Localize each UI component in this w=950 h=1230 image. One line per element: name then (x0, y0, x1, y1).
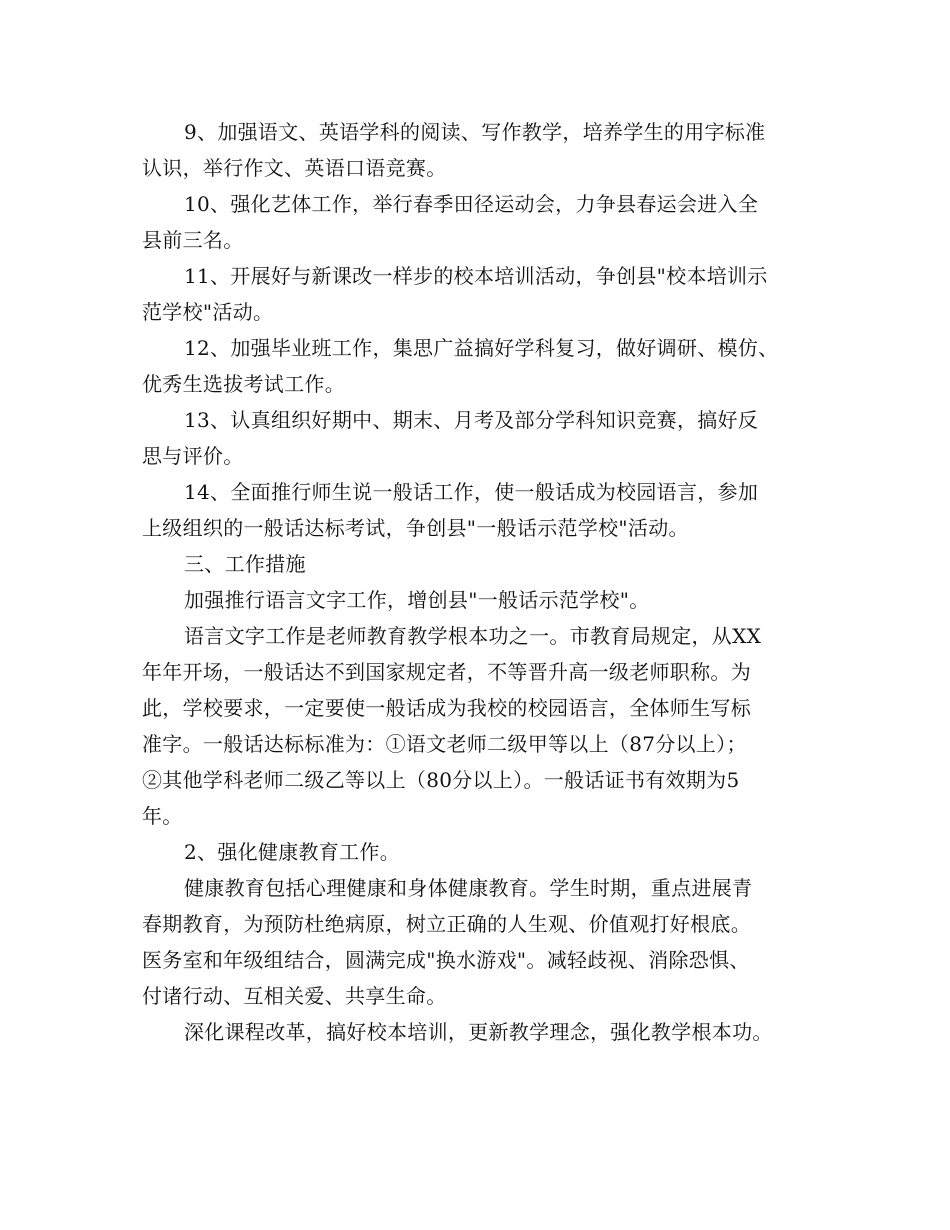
text-line: 加强推行语言文字工作，增创县"一般话示范学校"。 (184, 588, 650, 612)
text-line: 医务室和年级组结合，圆满完成"换水游戏"。减轻歧视、消除恐惧、 (142, 948, 750, 972)
section-heading: 三、工作措施 (184, 552, 306, 576)
text-line: 付诸行动、互相关爱、共享生命。 (142, 984, 447, 1008)
text-line: 深化课程改革，搞好校本培训，更新教学理念，强化教学根本功。 (184, 1020, 773, 1044)
text-line: 准字。一般话达标标准为：①语文老师二级甲等以上（87分以上）； (142, 732, 747, 756)
text-line: 春期教育，为预防杜绝病原，树立正确的人生观、价值观打好根底。 (142, 912, 751, 936)
text-line: 年年开场，一般话达不到国家规定者，不等晋升高一级老师职称。为 (142, 660, 751, 684)
text-line: 思与评价。 (142, 444, 244, 468)
text-line: ②其他学科老师二级乙等以上（80分以上）。一般话证书有效期为5 (142, 768, 740, 792)
text-line: 上级组织的一般话达标考试，争创县"一般话示范学校"活动。 (142, 516, 689, 540)
text-line: 县前三名。 (142, 228, 244, 252)
text-line: 9、加强语文、英语学科的阅读、写作教学，培养学生的用字标准 (184, 120, 766, 144)
text-line: 11、开展好与新课改一样步的校本培训活动，争创县"校本培训示 (184, 264, 768, 288)
text-line: 此，学校要求，一定要使一般话成为我校的校园语言，全体师生写标 (142, 696, 751, 720)
text-line: 10、强化艺体工作，举行春季田径运动会，力争县春运会进入全 (184, 192, 759, 216)
text-line: 12、加强毕业班工作，集思广益搞好学科复习，做好调研、模仿、 (184, 336, 779, 360)
text-line: 2、强化健康教育工作。 (184, 840, 401, 864)
text-line: 13、认真组织好期中、期末、月考及部分学科知识竞赛，搞好反 (184, 408, 759, 432)
text-line: 语言文字工作是老师教育教学根本功之一。市教育局规定，从XX (184, 624, 762, 648)
text-line: 优秀生选拔考试工作。 (142, 372, 345, 396)
text-line: 范学校"活动。 (142, 300, 274, 324)
text-line: 认识，举行作文、英语口语竞赛。 (142, 156, 447, 180)
text-line: 健康教育包括心理健康和身体健康教育。学生时期，重点进展青 (184, 876, 753, 900)
text-line: 14、全面推行师生说一般话工作，使一般话成为校园语言，参加 (184, 480, 759, 504)
text-line: 年。 (142, 804, 183, 828)
